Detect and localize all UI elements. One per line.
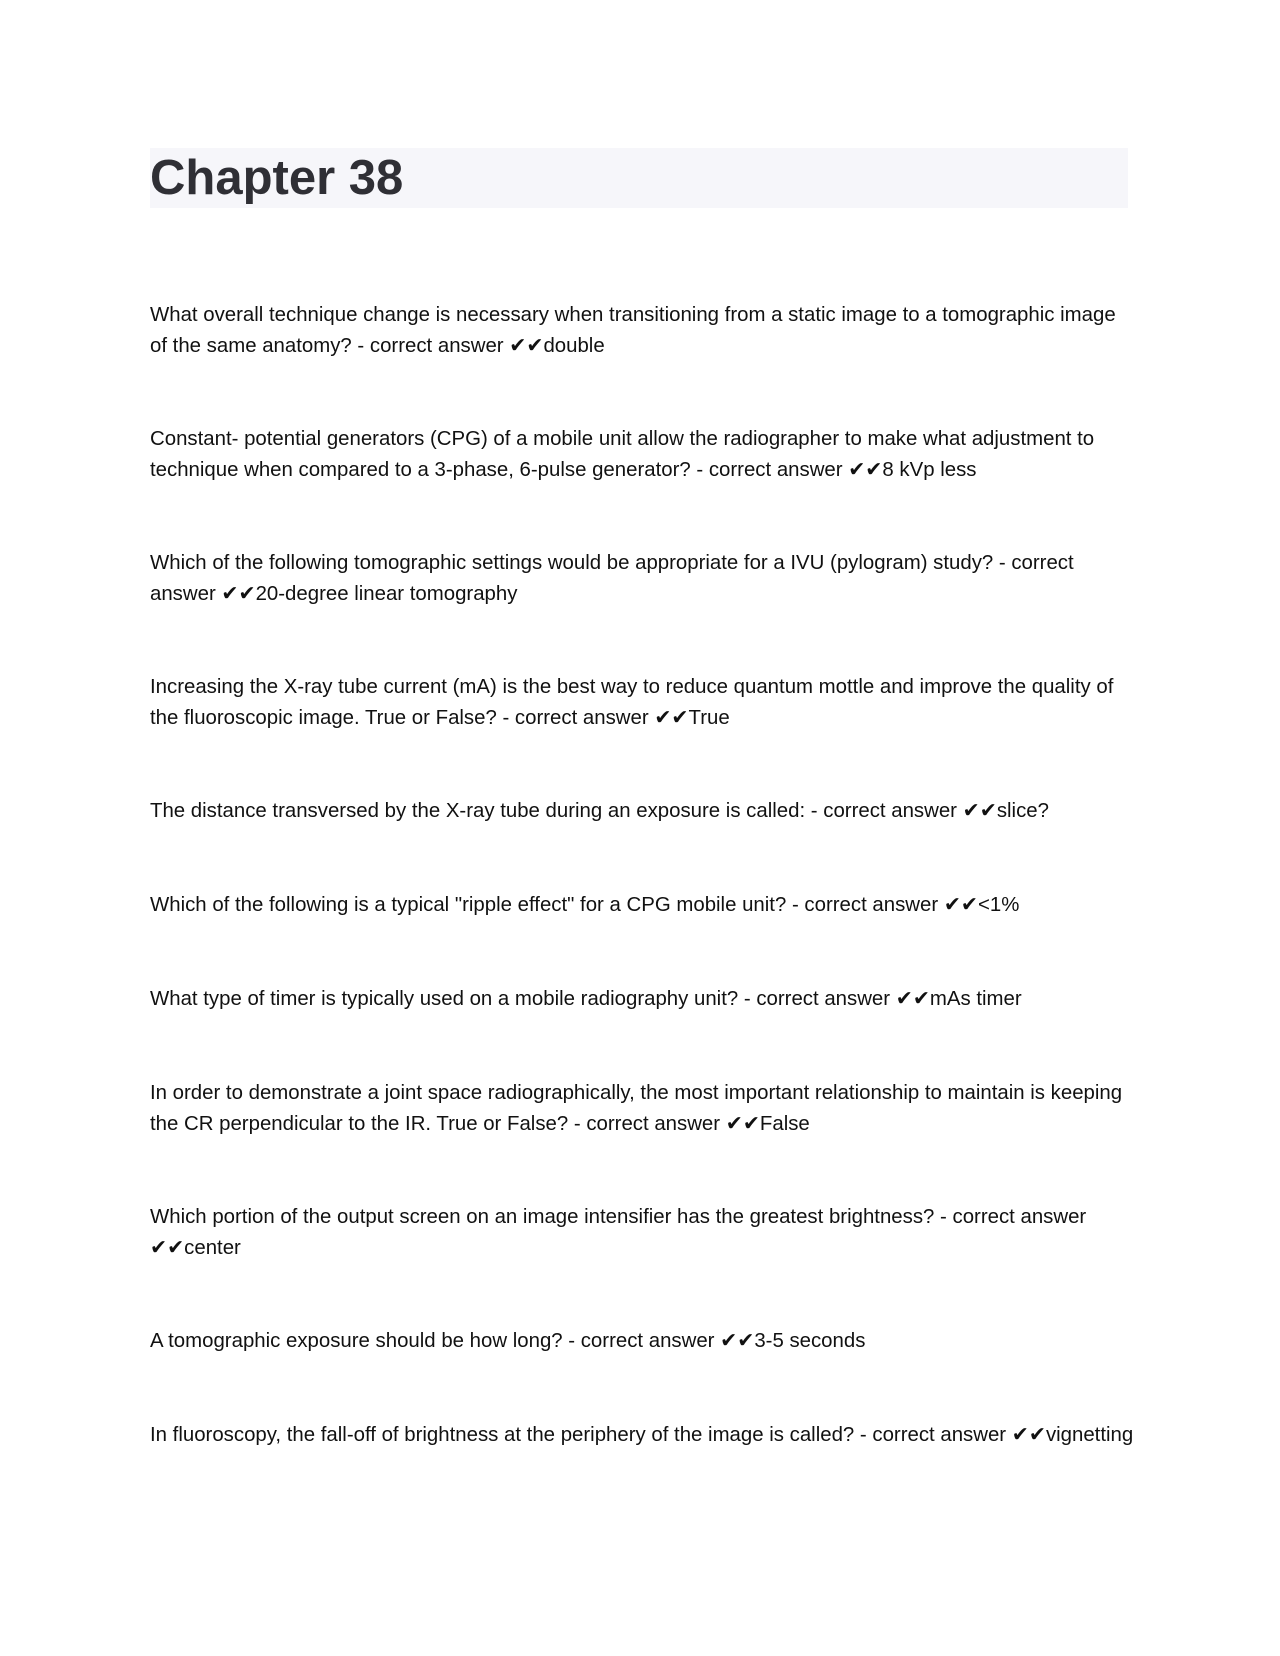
question-text: What type of timer is typically used on a mobile radiography unit? - correct answer [150,988,891,1010]
qa-item [150,672,1135,734]
answer-text: mAs timer [929,988,1022,1010]
question-text: Which of the following tomographic settings would be appropriate for a IVU (pylogram) study? - correct answer [150,552,1074,605]
qa-item [150,1202,1135,1264]
answer-text: 8 kVp less [882,459,977,481]
qa-item [150,424,1135,486]
answer-text: slice? [996,800,1049,822]
check-mark-icon: ✔✔ [654,707,689,729]
qa-item [150,890,1135,921]
check-mark-icon: ✔✔ [943,894,978,916]
check-mark-icon: ✔✔ [509,335,544,357]
check-mark-icon: ✔✔ [720,1330,755,1352]
answer-text: True [688,707,730,729]
question-text: In fluoroscopy, the fall-off of brightness at the periphery of the image is called? - correct answer [150,1424,1007,1446]
question-text: Constant- potential generators (CPG) of a mobile unit allow the radiographer to make what adjustment to technique when compared to a 3-phase, 6-pulse generator? - correct answer [150,428,1095,481]
qa-item [150,1326,1135,1357]
question-text: Which portion of the output screen on an image intensifier has the greatest brightness? - correct answer [150,1206,1087,1228]
check-mark-icon: ✔✔ [848,459,883,481]
question-text: What overall technique change is necessary when transitioning from a static image to a tomographic image of the same anatomy? - correct answer [150,304,1116,357]
qa-item [150,796,1135,827]
answer-text: <1% [978,894,1020,916]
question-text: Which of the following is a typical "ripple effect" for a CPG mobile unit? - correct answer [150,894,939,916]
check-mark-icon: ✔✔ [221,583,256,605]
answer-text: double [543,335,605,357]
check-mark-icon: ✔✔ [150,1237,185,1259]
qa-item [150,984,1135,1015]
answer-text: vignetting [1045,1424,1134,1446]
chapter-title: Chapter 38 [150,151,404,205]
question-text: The distance transversed by the X-ray tube during an exposure is called: - correct answer [150,800,957,822]
answer-text: 20-degree linear tomography [255,583,518,605]
question-text: A tomographic exposure should be how long? - correct answer [150,1330,715,1352]
answer-text: center [184,1237,241,1259]
qa-item [150,1420,1135,1451]
qa-item [150,1078,1135,1140]
check-mark-icon: ✔✔ [895,988,930,1010]
question-text: In order to demonstrate a joint space radiographically, the most important relationship to maintain is keeping the CR perpendicular to the IR. True or False? - correct answer [150,1082,1123,1135]
question-text: Increasing the X-ray tube current (mA) is the best way to reduce quantum mottle and improve the quality of the fluoroscopic image. True or False? - correct answer [150,676,1114,729]
answer-text: False [759,1113,810,1135]
answer-text: 3-5 seconds [754,1330,866,1352]
chapter-title-bar [150,148,1128,208]
check-mark-icon: ✔✔ [725,1113,760,1135]
qa-item [150,300,1135,362]
qa-item [150,548,1135,610]
check-mark-icon: ✔✔ [962,800,997,822]
check-mark-icon: ✔✔ [1011,1424,1046,1446]
